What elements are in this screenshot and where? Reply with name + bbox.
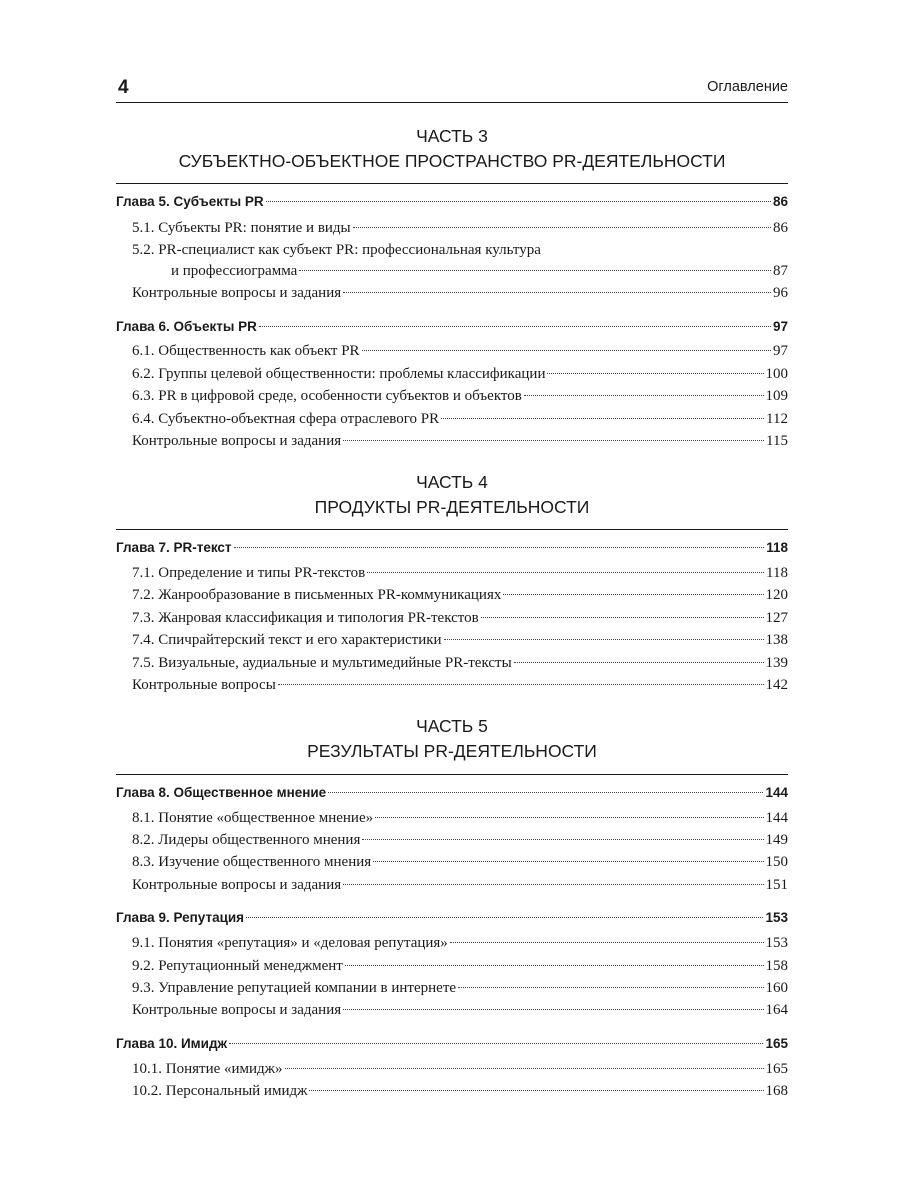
entry-page: 158 [765, 958, 788, 974]
entry-label: 8.3. Изучение общественного мнения [132, 854, 372, 870]
dot-leader [278, 684, 764, 685]
chapter-title: Глава 8. Общественное мнение [116, 785, 327, 800]
entry-label: 6.3. PR в цифровой среде, особенности субъектов и объектов [132, 388, 522, 404]
entry-label: 9.1. Понятия «репутация» и «деловая репутация» [132, 935, 448, 951]
dot-leader [367, 572, 764, 573]
chapter-title: Глава 6. Объекты PR [116, 319, 257, 334]
toc-entry[interactable] [132, 218, 788, 238]
toc-entry[interactable] [132, 364, 788, 384]
toc-entry[interactable] [132, 808, 788, 828]
entry-label: 7.3. Жанровая классификация и типология PR-текстов [132, 610, 479, 626]
entry-label: Контрольные вопросы [132, 677, 276, 693]
toc-entry[interactable] [132, 675, 788, 695]
dot-leader [547, 373, 763, 374]
entry-page: 142 [765, 677, 788, 693]
entry-label: 9.2. Репутационный менеджмент [132, 958, 343, 974]
dot-leader [266, 201, 771, 202]
toc-entry[interactable] [132, 1000, 788, 1020]
dot-leader [481, 617, 764, 618]
dot-leader [503, 594, 763, 595]
entry-label: 7.5. Визуальные, аудиальные и мультимедийные PR-тексты [132, 655, 512, 671]
part-rule [116, 529, 788, 530]
entry-label: 7.2. Жанрообразование в письменных PR-коммуникациях [132, 587, 502, 603]
entry-label: Контрольные вопросы и задания [132, 1002, 342, 1018]
toc-chapter-5[interactable] [116, 192, 788, 212]
entry-page: 138 [765, 632, 788, 648]
dot-leader [246, 917, 763, 918]
part-heading [116, 124, 788, 174]
entry-label: 7.4. Спичрайтерский текст и его характеристики [132, 632, 442, 648]
entry-page: 97 [773, 343, 788, 359]
toc-chapter-7[interactable] [116, 538, 788, 558]
toc-entry[interactable] [132, 978, 788, 998]
entry-label: Контрольные вопросы и задания [132, 433, 342, 449]
chapter-page: 118 [766, 540, 788, 555]
dot-leader [343, 1009, 763, 1010]
dot-leader [444, 639, 764, 640]
chapter-title: Глава 9. Репутация [116, 910, 245, 925]
page-number: 4 [118, 77, 129, 98]
dot-leader [524, 395, 764, 396]
toc-entry[interactable] [132, 653, 788, 673]
entry-page: 118 [766, 565, 788, 581]
dot-leader [328, 792, 763, 793]
entry-page: 150 [765, 854, 788, 870]
chapter-page: 153 [765, 910, 788, 925]
part-label: ЧАСТЬ 3 [416, 126, 488, 146]
entry-page: 164 [765, 1002, 788, 1018]
entry-page: 115 [766, 433, 788, 449]
entry-label: 6.2. Группы целевой общественности: проблемы классификации [132, 366, 546, 382]
part-heading [116, 470, 788, 520]
entry-page: 153 [765, 935, 788, 951]
entry-page: 144 [765, 810, 788, 826]
dot-leader [229, 1043, 763, 1044]
chapter-page: 144 [765, 785, 788, 800]
chapter-title: Глава 5. Субъекты PR [116, 194, 264, 209]
dot-leader [345, 965, 764, 966]
toc-chapter-10[interactable] [116, 1034, 788, 1054]
part-heading [116, 714, 788, 764]
dot-leader [353, 227, 771, 228]
page-header [116, 75, 788, 103]
entry-label: и профессиограмма [171, 263, 298, 279]
header-rule [116, 102, 788, 103]
entry-page: 112 [766, 411, 788, 427]
toc-entry[interactable] [132, 1059, 788, 1079]
entry-page: 151 [765, 877, 788, 893]
entry-page: 86 [773, 220, 788, 236]
dot-leader [458, 987, 763, 988]
entry-page: 100 [765, 366, 788, 382]
chapter-title: Глава 7. PR-текст [116, 540, 232, 555]
dot-leader [450, 942, 764, 943]
toc-entry[interactable] [132, 563, 788, 583]
dot-leader [309, 1090, 763, 1091]
chapter-title: Глава 10. Имидж [116, 1036, 228, 1051]
toc-entry[interactable] [132, 386, 788, 406]
entry-label: 7.1. Определение и типы PR-текстов [132, 565, 366, 581]
toc-entry[interactable] [132, 1081, 788, 1101]
part-title: СУБЪЕКТНО-ОБЪЕКТНОЕ ПРОСТРАНСТВО PR-ДЕЯТЕЛЬНОСТИ [178, 151, 726, 171]
chapter-page: 165 [765, 1036, 788, 1051]
entry-page: 109 [765, 388, 788, 404]
entry-page: 139 [765, 655, 788, 671]
entry-page: 168 [765, 1083, 788, 1099]
dot-leader [343, 440, 764, 441]
entry-label: 8.2. Лидеры общественного мнения [132, 832, 361, 848]
dot-leader [362, 350, 771, 351]
entry-page: 149 [765, 832, 788, 848]
dot-leader [375, 817, 763, 818]
entry-page: 96 [773, 285, 788, 301]
toc-chapter-9[interactable] [116, 908, 788, 928]
part-label: ЧАСТЬ 5 [416, 716, 488, 736]
toc-entry[interactable] [132, 431, 788, 451]
part-title: РЕЗУЛЬТАТЫ PR-ДЕЯТЕЛЬНОСТИ [307, 741, 597, 761]
chapter-page: 86 [772, 194, 788, 209]
entry-page: 120 [765, 587, 788, 603]
entry-label: Контрольные вопросы и задания [132, 877, 342, 893]
toc-entry[interactable] [132, 261, 788, 281]
dot-leader [441, 418, 764, 419]
entry-label: 6.4. Субъектно-объектная сфера отраслевого PR [132, 411, 440, 427]
entry-label: 5.1. Субъекты PR: понятие и виды [132, 220, 351, 236]
dot-leader [514, 662, 764, 663]
entry-label: 10.1. Понятие «имидж» [132, 1061, 283, 1077]
dot-leader [362, 839, 763, 840]
toc-chapter-6[interactable] [116, 317, 788, 337]
running-title: Оглавление [707, 79, 788, 95]
dot-leader [234, 547, 765, 548]
toc-entry[interactable] [132, 852, 788, 872]
dot-leader [343, 292, 771, 293]
toc-entry[interactable] [132, 830, 788, 850]
entry-label: 10.2. Персональный имидж [132, 1083, 308, 1099]
entry-label-line1[interactable]: 5.2. PR-специалист как субъект PR: профессиональная культура [132, 242, 541, 258]
toc-entry[interactable] [132, 875, 788, 895]
part-title: ПРОДУКТЫ PR-ДЕЯТЕЛЬНОСТИ [314, 497, 590, 517]
dot-leader [285, 1068, 764, 1069]
dot-leader [343, 884, 763, 885]
toc-entry[interactable] [132, 956, 788, 976]
part-label: ЧАСТЬ 4 [416, 472, 488, 492]
entry-label: Контрольные вопросы и задания [132, 285, 342, 301]
entry-page: 160 [765, 980, 788, 996]
entry-label: 6.1. Общественность как объект PR [132, 343, 360, 359]
dot-leader [259, 326, 771, 327]
part-rule [116, 774, 788, 775]
entry-label: 8.1. Понятие «общественное мнение» [132, 810, 374, 826]
toc-entry[interactable] [132, 585, 788, 605]
part-rule [116, 183, 788, 184]
toc-chapter-8[interactable] [116, 783, 788, 803]
dot-leader [299, 270, 771, 271]
entry-page: 127 [765, 610, 788, 626]
entry-page: 87 [773, 263, 788, 279]
toc-entry[interactable] [132, 933, 788, 953]
toc-entry[interactable] [132, 409, 788, 429]
chapter-page: 97 [772, 319, 788, 334]
entry-label: 9.3. Управление репутацией компании в интернете [132, 980, 457, 996]
entry-page: 165 [765, 1061, 788, 1077]
toc-entry[interactable] [132, 341, 788, 361]
toc-entry[interactable] [132, 608, 788, 628]
toc-entry[interactable] [132, 630, 788, 650]
dot-leader [373, 861, 763, 862]
toc-entry[interactable] [132, 283, 788, 303]
